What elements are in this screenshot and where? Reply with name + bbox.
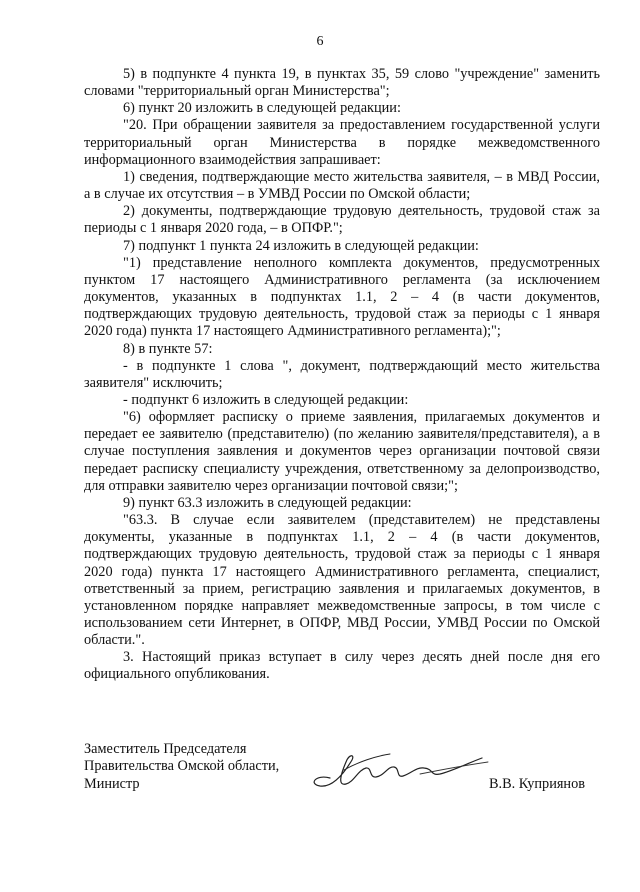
paragraph-point-63-3-text: "63.3. В случае если заявителем (представителем) не представлены документы, указанные в подпунктах 1.1, 2 – 4 (в части документов, подтверждающих трудовую деятельность, трудовой стаж за периоды с 1 января 2020 года) пункта 17 настоящего Административного регламента, специалист, ответственный за прием, регистрацию заявления и прилагаемых документов, в установленном порядке направляет межведомственные запросы, в том числе с использованием сети Интернет, в ОПФР, МВД России, УМВД России по Омской области.". [84,512,600,649]
paragraph-item-8-dash-1: - в подпункте 1 слова ", документ, подтверждающий место жительства заявителя" исключить; [84,357,600,391]
paragraph-item-7: 7) подпункт 1 пункта 24 изложить в следующей редакции: [123,237,479,254]
signatory-position-line-3: Министр [84,775,140,792]
paragraph-item-8-dash-2: - подпункт 6 изложить в следующей редакции: [123,391,409,408]
handwritten-signature [300,740,500,798]
paragraph-item-6: 6) пункт 20 изложить в следующей редакции: [123,100,401,117]
paragraph-clause-3: 3. Настоящий приказ вступает в силу через десять дней после дня его официального опубликования. [84,649,600,683]
signatory-position-line-1: Заместитель Председателя [84,741,247,757]
signatory-name: В.В. Куприянов [489,776,585,792]
paragraph-item-5: 5) в подпункте 4 пункта 19, в пунктах 35, 59 слово "учреждение" заменить словами "территориальный орган Министерства"; [84,66,600,100]
paragraph-point-20: "20. При обращении заявителя за предоставлением государственной услуги территориальный орган Министерства в порядке межведомственного информационного взаимодействия запрашивает: [84,117,600,168]
paragraph-subitem-1: 1) сведения, подтверждающие место жительства заявителя, – в МВД России, а в случае их отсутствия – в УМВД России по Омской области; [84,168,600,203]
document-body [84,66,600,684]
signatory-position [84,741,279,793]
paragraph-subitem-2: 2) документы, подтверждающие трудовую деятельность, трудовой стаж за периоды с 1 января 2020 года, – в ОПФР."; [84,203,600,237]
paragraph-item-9: 9) пункт 63.3 изложить в следующей редакции: [123,494,412,511]
page-number: 6 [316,34,324,49]
paragraph-subpoint-1-text: "1) представление неполного комплекта документов, предусмотренных пунктом 17 настоящего Административного регламента (за исключением документов, указанных в подпунктах 1.1, 2 – 4 (в части документов, подтверждающих трудовую деятельность, трудовой стаж за периоды с 1 января 2020 года) пункта 17 настоящего Административного регламента);"; [84,254,600,340]
signatory-position-line-2: Правительства Омской области, [84,758,280,775]
paragraph-subpoint-6-text: "6) оформляет расписку о приеме заявления, прилагаемых документов и передает ее заявителю (представителю) (по желанию заявителя/представителя), а в случае поступления заявления и документов через организации почтовой связи передает расписку специалисту учреждения, ответственному за делопроизводство, для отправки заявителю через организации почтовой связи;"; [84,409,600,494]
paragraph-item-8: 8) в пункте 57: [123,340,213,357]
